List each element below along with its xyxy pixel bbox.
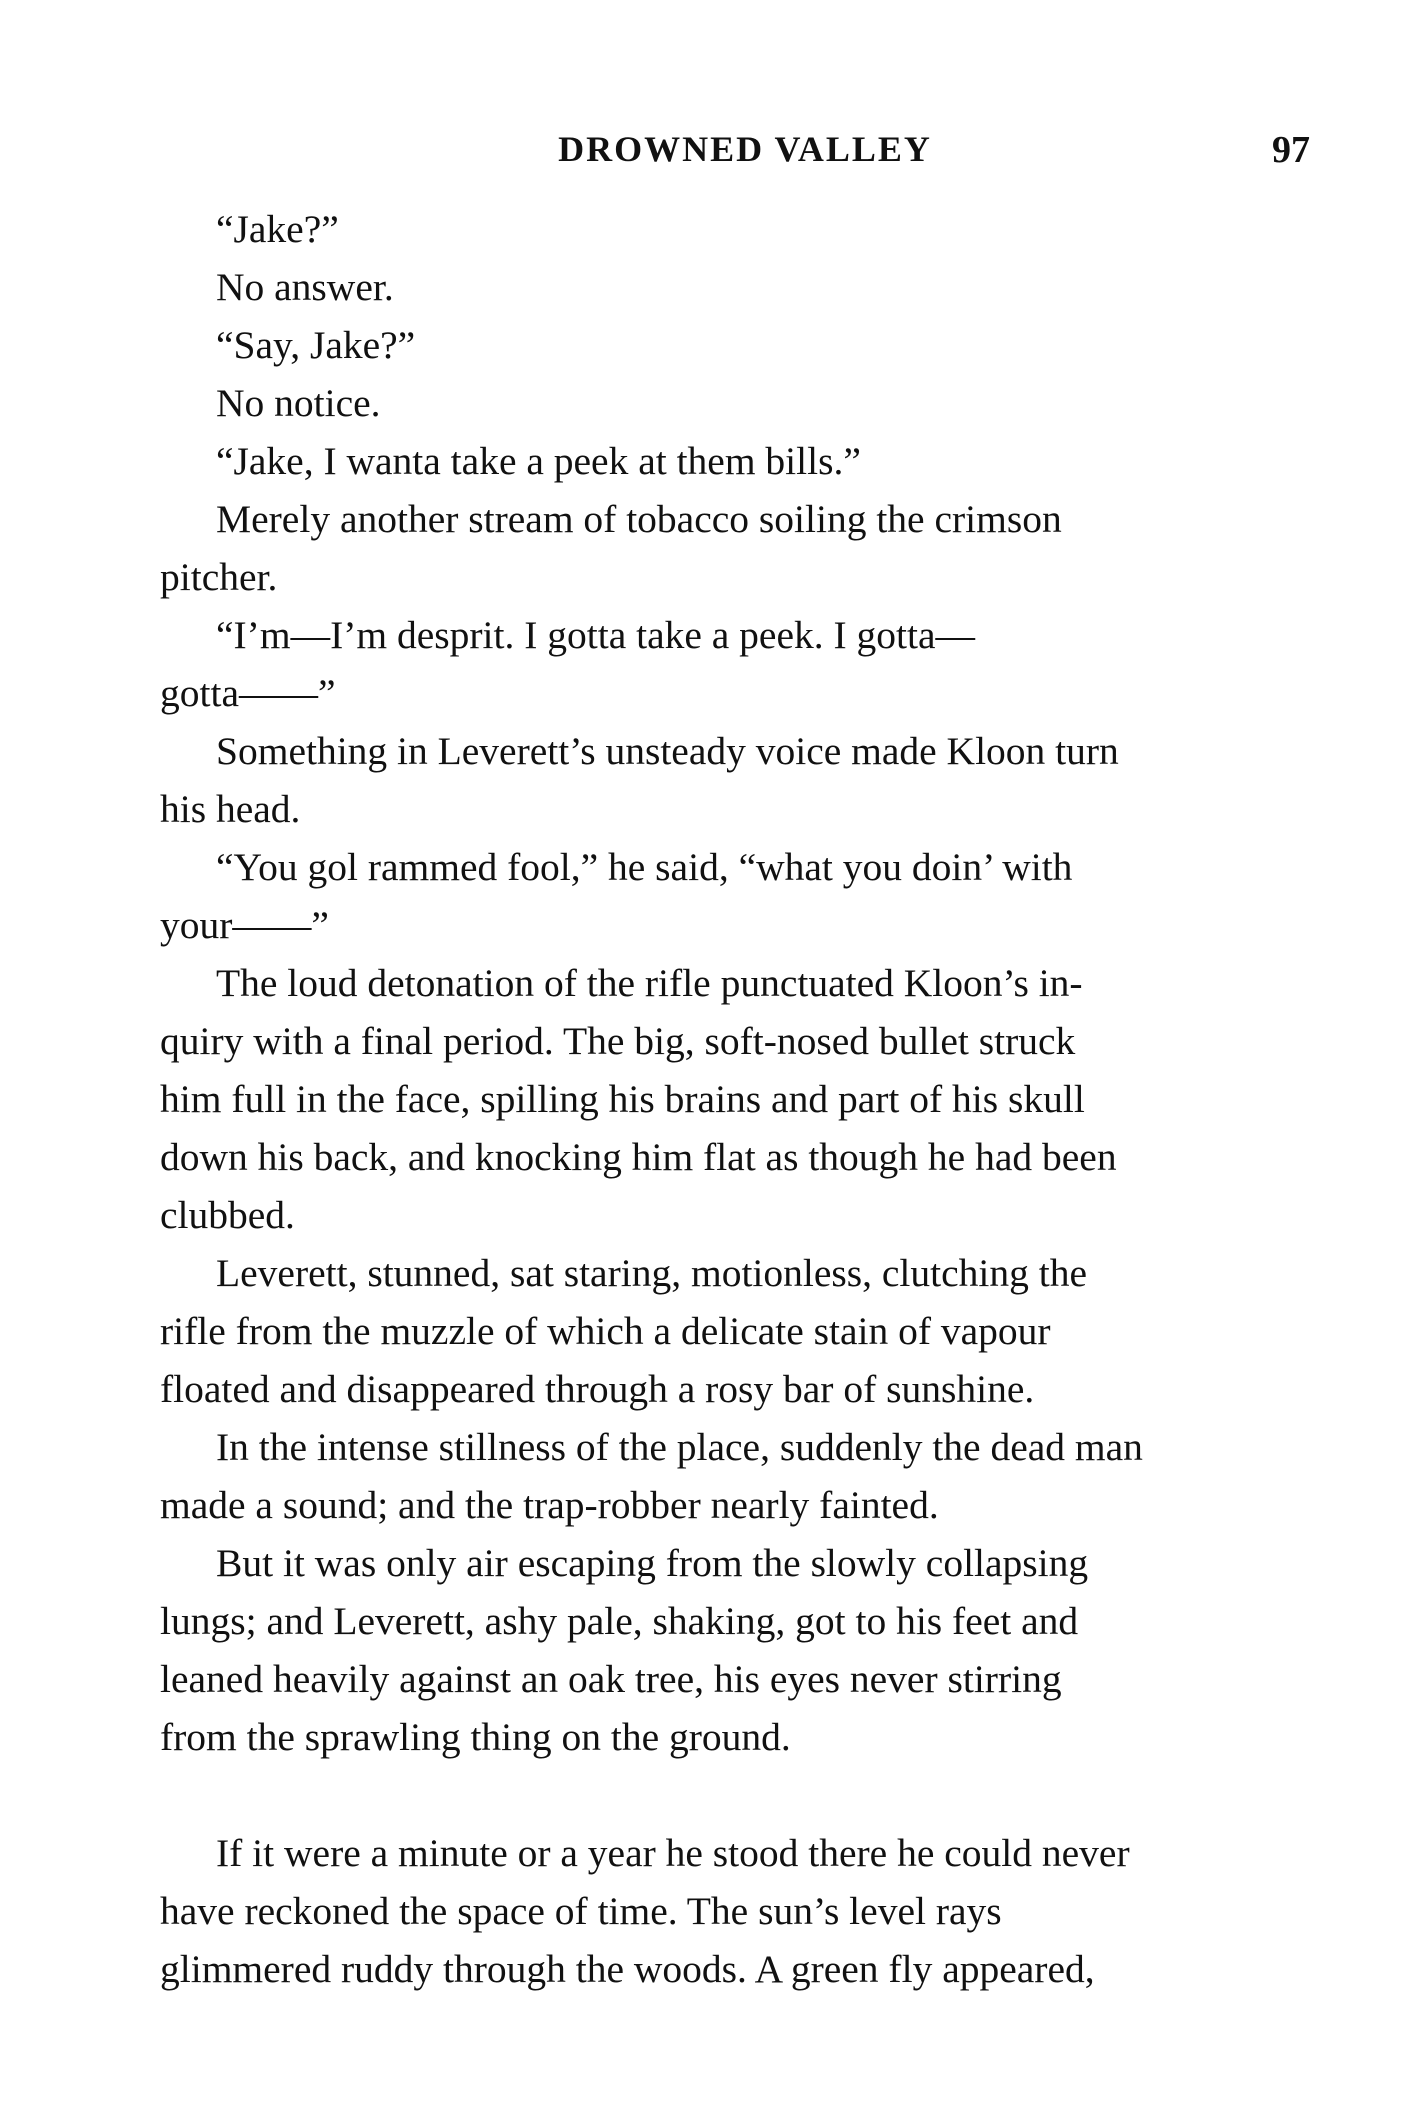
text-line: “I’m—I’m desprit. I gotta take a peek. I gotta— xyxy=(216,613,976,657)
text-line: “Jake?” xyxy=(216,207,339,251)
section-break xyxy=(160,1766,1310,1824)
page-number: 97 xyxy=(1272,129,1310,171)
text-line: clubbed. xyxy=(160,1193,295,1237)
text-line: “You gol rammed fool,” he said, “what you doin’ with xyxy=(216,845,1073,889)
text-line: No notice. xyxy=(216,381,381,425)
text-line: Leverett, stunned, sat staring, motionless, clutching the xyxy=(216,1251,1088,1295)
text-line: floated and disappeared through a rosy bar of sunshine. xyxy=(160,1367,1035,1411)
text-line: lungs; and Leverett, ashy pale, shaking, got to his feet and xyxy=(160,1599,1079,1643)
text-line: glimmered ruddy through the woods. A green fly appeared, xyxy=(160,1947,1095,1991)
text-line: made a sound; and the trap-robber nearly fainted. xyxy=(160,1483,939,1527)
text-line: No answer. xyxy=(216,265,394,309)
text-line: “Jake, I wanta take a peek at them bills.” xyxy=(216,439,861,483)
text-line: Merely another stream of tobacco soiling the crimson xyxy=(216,497,1062,541)
running-head xyxy=(160,128,1310,178)
text-line: In the intense stillness of the place, suddenly the dead man xyxy=(216,1425,1143,1469)
text-line: pitcher. xyxy=(160,555,278,599)
text-line: him full in the face, spilling his brains and part of his skull xyxy=(160,1077,1085,1121)
text-line: your——” xyxy=(160,903,329,947)
text-line: Something in Leverett’s unsteady voice made Kloon turn xyxy=(216,729,1119,773)
running-title: DROWNED VALLEY xyxy=(558,129,932,169)
text-line: “Say, Jake?” xyxy=(216,323,416,367)
text-line: But it was only air escaping from the slowly collapsing xyxy=(216,1541,1089,1585)
text-line: down his back, and knocking him flat as though he had been xyxy=(160,1135,1117,1179)
text-line: The loud detonation of the rifle punctuated Kloon’s in- xyxy=(216,961,1083,1005)
text-line: gotta——” xyxy=(160,671,336,715)
text-line: from the sprawling thing on the ground. xyxy=(160,1715,791,1759)
text-line: have reckoned the space of time. The sun’s level rays xyxy=(160,1889,1002,1933)
text-line: his head. xyxy=(160,787,301,831)
text-line: quiry with a final period. The big, soft-nosed bullet struck xyxy=(160,1019,1076,1063)
text-line: leaned heavily against an oak tree, his eyes never stirring xyxy=(160,1657,1062,1701)
body-text xyxy=(160,200,1310,1998)
text-line: If it were a minute or a year he stood there he could never xyxy=(216,1831,1130,1875)
text-line: rifle from the muzzle of which a delicate stain of vapour xyxy=(160,1309,1051,1353)
